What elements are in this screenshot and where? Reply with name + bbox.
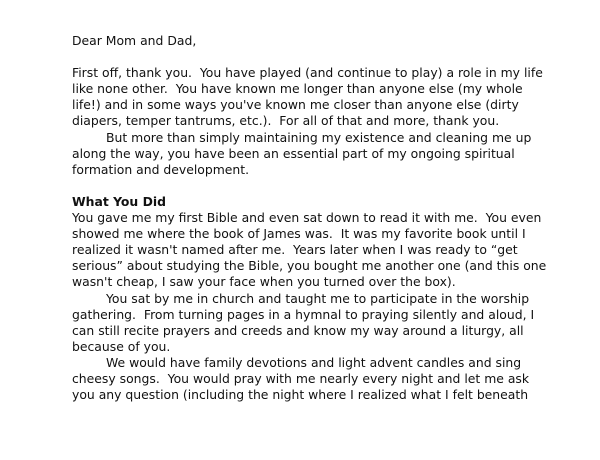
text-line: along the way, you have been an essential part of my ongoing spiritual bbox=[72, 145, 515, 161]
paragraph-gap bbox=[72, 49, 570, 65]
section-paragraph-2 bbox=[72, 291, 570, 355]
intro-paragraph bbox=[72, 65, 570, 129]
text-line: cheesy songs. You would pray with me nearly every night and let me ask bbox=[72, 370, 530, 386]
text-line: First off, thank you. You have played (and continue to play) a role in my life bbox=[72, 65, 543, 81]
section-paragraph-3 bbox=[72, 355, 570, 403]
section-heading: What You Did bbox=[72, 193, 166, 209]
text-line: like none other. You have known me longer than anyone else (my whole bbox=[72, 81, 523, 97]
text-line: But more than simply maintaining my existence and cleaning me up bbox=[106, 129, 532, 145]
text-line: diapers, temper tantrums, etc.). For all of that and more, thank you. bbox=[72, 113, 500, 129]
text-line: You gave me my first Bible and even sat down to read it with me. You even bbox=[72, 210, 542, 226]
text-line: showed me where the book of James was. It was my favorite book until I bbox=[72, 226, 526, 242]
text-line: gathering. From turning pages in a hymnal to praying silently and aloud, I bbox=[72, 306, 535, 322]
text-line: realized it wasn't named after me. Years later when I was ready to “get bbox=[72, 242, 518, 258]
text-line: you any question (including the night where I realized what I felt beneath bbox=[72, 387, 529, 403]
text-line: wasn't cheap, I saw your face when you turned over the box). bbox=[72, 274, 456, 290]
salutation: Dear Mom and Dad, bbox=[72, 33, 197, 48]
text-line: can still recite prayers and creeds and know my way around a liturgy, all bbox=[72, 322, 524, 338]
text-line: You sat by me in church and taught me to participate in the worship bbox=[106, 290, 530, 306]
text-line: We would have family devotions and light advent candles and sing bbox=[106, 354, 522, 370]
section-paragraph-1 bbox=[72, 210, 570, 290]
text-line: life!) and in some ways you've known me closer than anyone else (dirty bbox=[72, 97, 519, 113]
text-line: because of you. bbox=[72, 338, 171, 354]
text-line: formation and development. bbox=[72, 161, 250, 177]
paragraph-gap bbox=[72, 178, 570, 194]
intro-second-paragraph bbox=[72, 130, 570, 178]
text-line: serious” about studying the Bible, you bought me another one (and this one bbox=[72, 258, 547, 274]
